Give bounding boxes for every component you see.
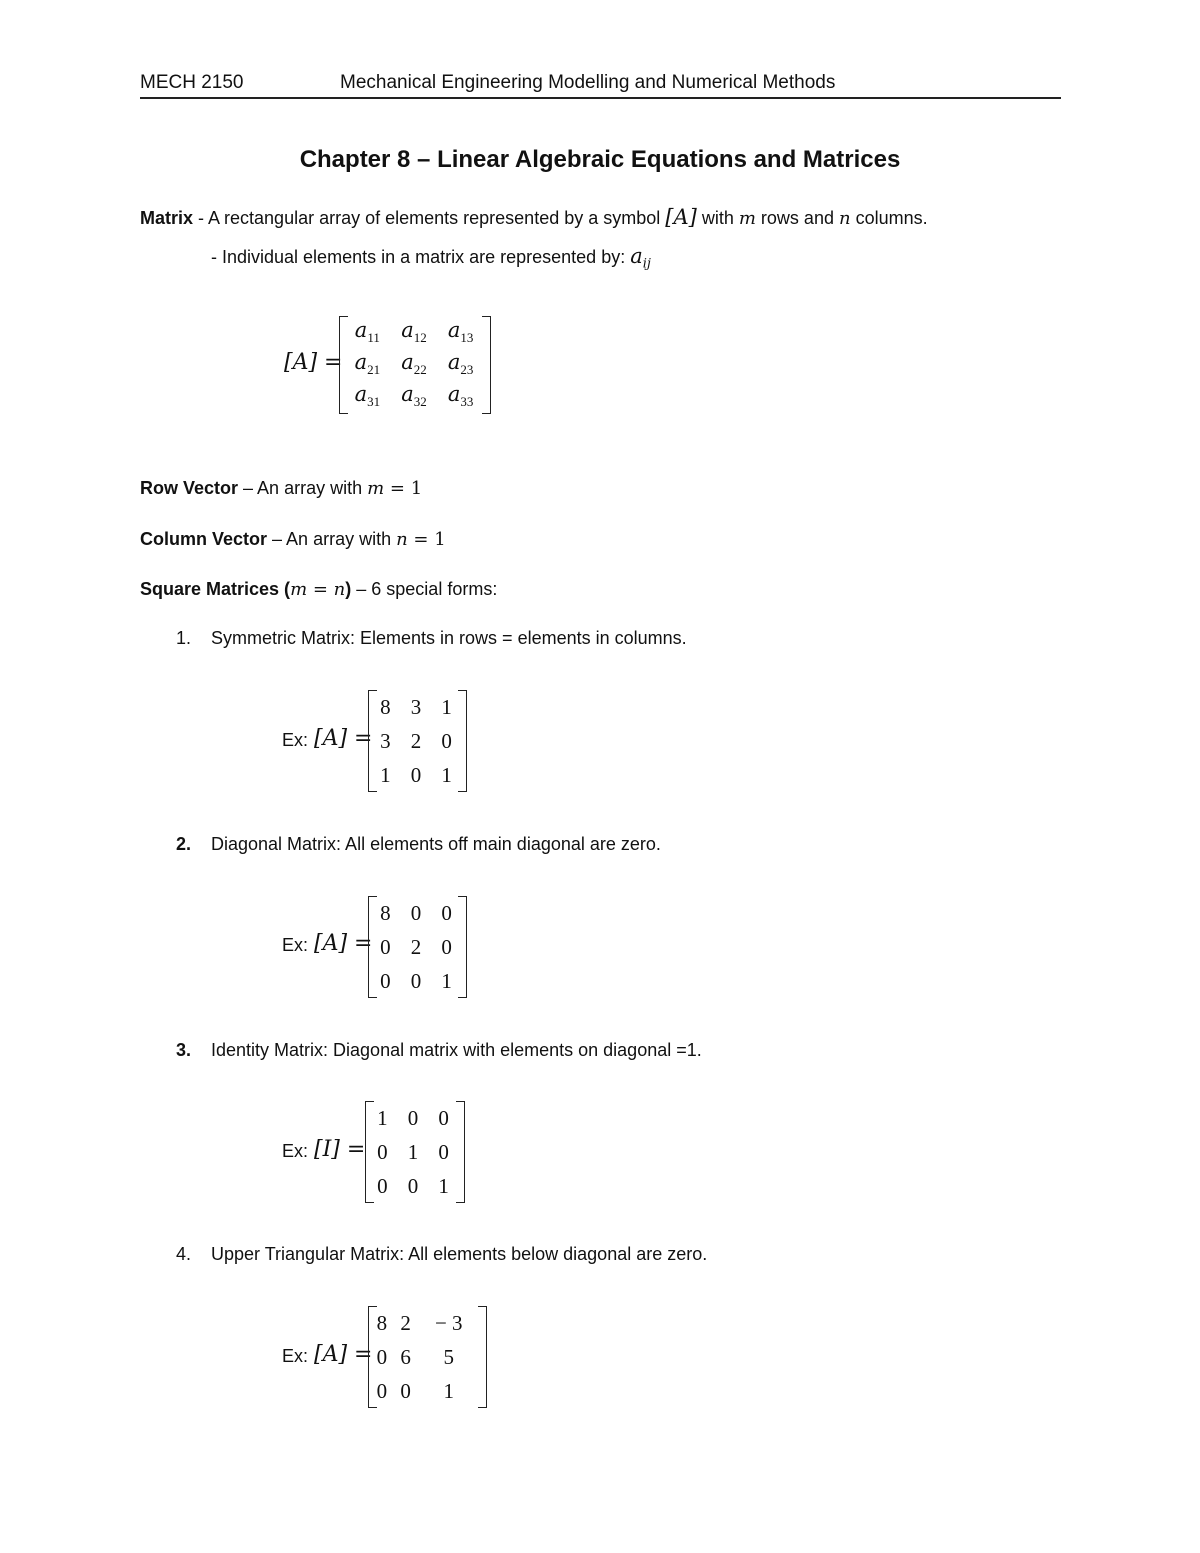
matrix-element: 3 [380, 728, 391, 753]
matrix-row [370, 1340, 480, 1374]
matrix-element: 0 [380, 968, 391, 993]
form-1-number: 1. [176, 628, 192, 648]
matrix-element: 0 [407, 1105, 419, 1130]
matrix-element: 1 [441, 762, 452, 787]
matrix-element: $a_{13}$ [447, 317, 474, 346]
symmetric-matrix [370, 690, 462, 792]
element-subscript: ij [642, 256, 651, 272]
matrix-element: 0 [410, 900, 422, 925]
matrix-element: 0 [376, 1378, 388, 1403]
column-vector-eq: = 1 [407, 529, 446, 550]
square-eq: = [307, 579, 334, 600]
row-vector-var: m [367, 478, 385, 499]
course-title: Mechanical Engineering Modelling and Numerical Methods [340, 72, 836, 93]
matrix-element: 0 [377, 1139, 388, 1164]
matrix-element: 5 [443, 1344, 455, 1369]
matrix-row [370, 758, 462, 792]
matrix-row [344, 348, 484, 380]
term-column-vector: Column Vector [140, 529, 268, 549]
element-definition [211, 244, 651, 272]
matrix-definition [140, 205, 928, 229]
definition-text: - A rectangular array of elements represented by a symbol [193, 208, 666, 228]
square-var-n: n [333, 579, 346, 600]
matrix-element: 0 [438, 1139, 449, 1164]
square-close: ) [345, 579, 352, 599]
right-bracket [458, 690, 467, 792]
square-var-m: m [290, 579, 308, 600]
definition-text-4: columns. [850, 208, 928, 228]
matrix-element: 2 [400, 1310, 411, 1335]
form-4-ex-label: Ex: [282, 1346, 309, 1366]
right-bracket [456, 1101, 465, 1203]
matrix-element: 0 [400, 1378, 411, 1403]
form-3-ex-label: Ex: [282, 1141, 309, 1161]
course-code: MECH 2150 [140, 72, 244, 93]
right-bracket [458, 896, 467, 998]
matrix-element: $a_{11}$ [354, 317, 380, 346]
matrix-row [370, 724, 462, 758]
form-4-lhs: [A] = [314, 1342, 373, 1367]
matrix-element: 8 [380, 900, 391, 925]
form-3-lhs: [I] = [314, 1137, 366, 1162]
form-3-text: Identity Matrix: Diagonal matrix with elements on diagonal =1. [211, 1040, 702, 1060]
form-2-text: Diagonal Matrix: All elements off main diagonal are zero. [211, 834, 661, 854]
form-2-lhs: [A] = [314, 931, 373, 956]
matrix-element: $a_{33}$ [447, 381, 474, 410]
matrix-row [367, 1169, 459, 1203]
matrix-element: 0 [438, 1105, 449, 1130]
matrix-element: 3 [410, 694, 422, 719]
upper-triangular-matrix [370, 1306, 480, 1408]
form-3-number: 3. [176, 1040, 192, 1060]
column-vector-var: n [396, 529, 408, 550]
matrix-row [370, 896, 462, 930]
matrix-element: 1 [380, 762, 391, 787]
matrix-element: $a_{22}$ [401, 349, 427, 378]
square-matrices-heading [140, 579, 497, 600]
matrix-element: $a_{23}$ [447, 349, 474, 378]
identity-matrix [367, 1101, 459, 1203]
general-matrix-lhs: [A] = [284, 350, 343, 375]
matrix-element: 1 [438, 1173, 449, 1198]
diagonal-matrix [370, 896, 462, 998]
row-vector-definition [140, 478, 422, 499]
form-1-ex-label: Ex: [282, 730, 309, 750]
definition-text-3: rows and [755, 208, 839, 228]
column-vector-text: – An array with [267, 529, 397, 549]
matrix-element: 8 [380, 694, 391, 719]
matrix-element: 1 [441, 968, 452, 993]
row-vector-text: – An array with [238, 478, 368, 498]
chapter-title: Chapter 8 – Linear Algebraic Equations and Matrices [299, 146, 901, 173]
matrix-element: 2 [410, 728, 422, 753]
term-row-vector: Row Vector [140, 478, 239, 498]
matrix-element: 0 [441, 934, 452, 959]
matrix-row [367, 1135, 459, 1169]
term-square-matrices: Square Matrices ( [140, 579, 291, 599]
matrix-element: 1 [407, 1139, 419, 1164]
matrix-element: 1 [377, 1105, 388, 1130]
matrix-element: − 3 [434, 1310, 463, 1335]
header-rule [140, 97, 1061, 99]
matrix-element: 6 [400, 1344, 411, 1369]
definition-text-2: with [696, 208, 739, 228]
var-n: n [838, 208, 851, 229]
form-1-text: Symmetric Matrix: Elements in rows = elements in columns. [211, 628, 687, 648]
matrix-row [370, 690, 462, 724]
matrix-element: 0 [407, 1173, 419, 1198]
matrix-row [344, 380, 484, 412]
matrix-row [370, 1374, 480, 1408]
form-2-ex-label: Ex: [282, 935, 309, 955]
matrix-element: 0 [377, 1173, 388, 1198]
right-bracket [478, 1306, 487, 1408]
matrix-row [367, 1101, 459, 1135]
matrix-row [370, 1306, 480, 1340]
matrix-element: $a_{31}$ [354, 381, 381, 410]
matrix-element: $a_{12}$ [401, 317, 427, 346]
element-symbol: a [630, 244, 643, 268]
matrix-symbol: [A] [665, 205, 697, 229]
right-bracket [482, 316, 491, 414]
matrix-row [370, 964, 462, 998]
general-matrix [344, 316, 484, 412]
matrix-element: $a_{32}$ [401, 381, 427, 410]
matrix-element: 0 [410, 968, 422, 993]
column-vector-definition [140, 529, 446, 550]
form-2-number: 2. [176, 834, 192, 854]
matrix-element: 0 [410, 762, 422, 787]
var-m: m [738, 208, 756, 229]
matrix-element: 1 [443, 1378, 455, 1403]
matrix-element: 0 [441, 900, 452, 925]
form-4-number: 4. [176, 1244, 192, 1264]
matrix-element: 0 [441, 728, 452, 753]
row-vector-eq: = 1 [384, 478, 423, 499]
form-4-text: Upper Triangular Matrix: All elements below diagonal are zero. [211, 1244, 708, 1264]
matrix-element: 2 [410, 934, 422, 959]
form-1-lhs: [A] = [314, 726, 373, 751]
matrix-element: $a_{21}$ [354, 349, 381, 378]
matrix-element: 0 [376, 1344, 388, 1369]
matrix-element: 1 [441, 694, 452, 719]
matrix-element: 8 [376, 1310, 388, 1335]
matrix-row [370, 930, 462, 964]
matrix-element: 0 [380, 934, 391, 959]
square-text: – 6 special forms: [351, 579, 498, 599]
term-matrix: Matrix [140, 208, 194, 228]
matrix-row [344, 316, 484, 348]
element-text: - Individual elements in a matrix are represented by: [211, 247, 631, 267]
